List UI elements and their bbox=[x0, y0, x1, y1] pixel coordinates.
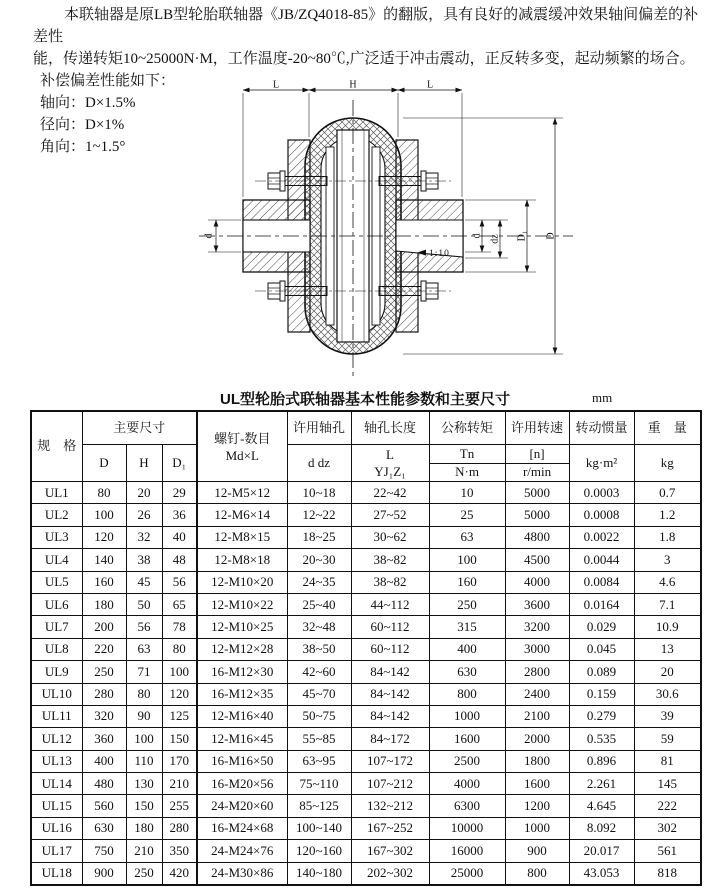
table-cell: UL4 bbox=[31, 549, 82, 571]
header-torque: 公称转矩 bbox=[429, 411, 505, 445]
table-row bbox=[31, 638, 701, 660]
table-cell: 0.029 bbox=[569, 616, 634, 638]
table-cell: 1600 bbox=[505, 773, 569, 795]
table-cell: 900 bbox=[82, 862, 126, 885]
table-cell: 420 bbox=[162, 862, 197, 885]
table-cell: 38~82 bbox=[351, 549, 429, 571]
table-cell: 63 bbox=[429, 526, 505, 548]
table-cell: 100 bbox=[429, 549, 505, 571]
table-cell: 250 bbox=[429, 593, 505, 615]
table-cell: 202~302 bbox=[351, 862, 429, 885]
table-cell: 3 bbox=[634, 549, 701, 571]
table-cell: 630 bbox=[429, 661, 505, 683]
table-cell: 16000 bbox=[429, 840, 505, 862]
table-cell: UL8 bbox=[31, 638, 82, 660]
table-cell: 22~42 bbox=[351, 482, 429, 504]
table-cell: 24~35 bbox=[287, 571, 351, 593]
table-cell: 38~82 bbox=[351, 571, 429, 593]
table-cell: UL9 bbox=[31, 661, 82, 683]
header-bore: 许用轴孔 bbox=[287, 411, 351, 445]
dim-label-D1: D₁ bbox=[516, 230, 528, 242]
header-col-D1: D₁ bbox=[162, 445, 197, 482]
table-cell: 20.017 bbox=[569, 840, 634, 862]
table-row bbox=[31, 571, 701, 593]
table-cell: 1.2 bbox=[634, 504, 701, 526]
table-cell: 1600 bbox=[429, 728, 505, 750]
table-cell: 24-M30×86 bbox=[197, 862, 287, 885]
table-cell: 26 bbox=[126, 504, 162, 526]
table-row bbox=[31, 817, 701, 839]
table-cell: 0.0044 bbox=[569, 549, 634, 571]
table-cell: 25~40 bbox=[287, 593, 351, 615]
table-cell: 315 bbox=[429, 616, 505, 638]
header-weight-unit: kg bbox=[634, 445, 701, 482]
table-row bbox=[31, 593, 701, 615]
table-row bbox=[31, 504, 701, 526]
table-cell: 0.159 bbox=[569, 683, 634, 705]
header-col-D: D bbox=[82, 445, 126, 482]
table-cell: 100 bbox=[82, 504, 126, 526]
table-cell: 81 bbox=[634, 750, 701, 772]
table-row bbox=[31, 661, 701, 683]
table-row bbox=[31, 616, 701, 638]
table-cell: 110 bbox=[126, 750, 162, 772]
table-cell: 3200 bbox=[505, 616, 569, 638]
table-cell: 29 bbox=[162, 482, 197, 504]
table-cell: 12-M6×14 bbox=[197, 504, 287, 526]
header-speed-unit: r/min bbox=[505, 464, 569, 482]
intro-radial-spec: 径向：D×1% bbox=[40, 117, 125, 133]
table-cell: 130 bbox=[126, 773, 162, 795]
table-cell: 800 bbox=[429, 683, 505, 705]
table-cell: 13 bbox=[634, 638, 701, 660]
table-cell: 2500 bbox=[429, 750, 505, 772]
table-cell: 200 bbox=[82, 616, 126, 638]
dim-label-L-left: L bbox=[272, 80, 280, 91]
table-cell: 16-M24×68 bbox=[197, 817, 287, 839]
table-body bbox=[31, 482, 701, 886]
table-cell: 4800 bbox=[505, 526, 569, 548]
table-cell: 400 bbox=[429, 638, 505, 660]
table-row bbox=[31, 526, 701, 548]
dim-label-H: H bbox=[349, 80, 357, 91]
table-cell: 1200 bbox=[505, 795, 569, 817]
table-cell: 818 bbox=[634, 862, 701, 885]
table-cell: 1000 bbox=[429, 705, 505, 727]
table-cell: 12-M10×22 bbox=[197, 593, 287, 615]
table-cell: 60~112 bbox=[351, 638, 429, 660]
table-cell: 170 bbox=[162, 750, 197, 772]
header-screws bbox=[197, 411, 287, 482]
table-cell: 4.6 bbox=[634, 571, 701, 593]
table-cell: 27~52 bbox=[351, 504, 429, 526]
header-torque-symbol: Tn bbox=[429, 445, 505, 464]
header-torque-unit: N·m bbox=[429, 464, 505, 482]
table-cell: 120~160 bbox=[287, 840, 351, 862]
table-cell: 60~112 bbox=[351, 616, 429, 638]
header-weight: 重 量 bbox=[634, 411, 701, 445]
table-cell: UL11 bbox=[31, 705, 82, 727]
table-cell: 400 bbox=[82, 750, 126, 772]
table-cell: 0.0022 bbox=[569, 526, 634, 548]
table-cell: UL3 bbox=[31, 526, 82, 548]
table-cell: 150 bbox=[162, 728, 197, 750]
header-screws-sub: Md×L bbox=[225, 447, 259, 463]
dim-label-d-left: d bbox=[203, 233, 215, 239]
table-cell: 0.0164 bbox=[569, 593, 634, 615]
table-cell: UL13 bbox=[31, 750, 82, 772]
table-cell: 100 bbox=[162, 661, 197, 683]
table-cell: 145 bbox=[634, 773, 701, 795]
table-cell: 43.053 bbox=[569, 862, 634, 885]
table-cell: 84~142 bbox=[351, 661, 429, 683]
table-cell: 132~212 bbox=[351, 795, 429, 817]
table-cell: 1000 bbox=[505, 817, 569, 839]
table-row bbox=[31, 750, 701, 772]
table-cell: 20~30 bbox=[287, 549, 351, 571]
table-cell: 10000 bbox=[429, 817, 505, 839]
table-cell: 84~172 bbox=[351, 728, 429, 750]
table-cell: 45 bbox=[126, 571, 162, 593]
table-cell: 8.092 bbox=[569, 817, 634, 839]
table-cell: 100~140 bbox=[287, 817, 351, 839]
table-cell: 4000 bbox=[429, 773, 505, 795]
header-inertia-unit: kg·m² bbox=[569, 445, 634, 482]
table-cell: 160 bbox=[429, 571, 505, 593]
table-cell: 2.261 bbox=[569, 773, 634, 795]
table-cell: 12-M10×25 bbox=[197, 616, 287, 638]
table-cell: UL17 bbox=[31, 840, 82, 862]
table-cell: 80 bbox=[126, 683, 162, 705]
table-cell: 210 bbox=[162, 773, 197, 795]
table-cell: UL7 bbox=[31, 616, 82, 638]
table-cell: 167~302 bbox=[351, 840, 429, 862]
table-cell: 90 bbox=[126, 705, 162, 727]
table-cell: UL6 bbox=[31, 593, 82, 615]
header-speed-symbol: [n] bbox=[505, 445, 569, 464]
table-cell: 24-M20×60 bbox=[197, 795, 287, 817]
table-cell: 220 bbox=[82, 638, 126, 660]
table-cell: 32 bbox=[126, 526, 162, 548]
table-cell: UL2 bbox=[31, 504, 82, 526]
intro-line-2: 能，传递转矩10~25000N·M，工作温度-20~80℃,广泛适于冲击震动，正反转多变，起动频繁的场合。 bbox=[33, 51, 695, 67]
table-title: UL型轮胎式联轴器基本性能参数和主要尺寸 bbox=[220, 391, 510, 408]
table-cell: 561 bbox=[634, 840, 701, 862]
table-cell: 48 bbox=[162, 549, 197, 571]
table-cell: 250 bbox=[82, 661, 126, 683]
table-row bbox=[31, 862, 701, 885]
table-cell: 4500 bbox=[505, 549, 569, 571]
table-cell: 5000 bbox=[505, 504, 569, 526]
table-cell: 55~85 bbox=[287, 728, 351, 750]
table-cell: 140 bbox=[82, 549, 126, 571]
table-cell: UL14 bbox=[31, 773, 82, 795]
table-cell: 16-M12×35 bbox=[197, 683, 287, 705]
table-unit-label: mm bbox=[592, 390, 613, 405]
table-cell: 84~142 bbox=[351, 683, 429, 705]
table-cell: 222 bbox=[634, 795, 701, 817]
table-cell: 84~142 bbox=[351, 705, 429, 727]
table-cell: 56 bbox=[126, 616, 162, 638]
intro-line-1: 本联轴器是原LB型轮胎联轴器《JB/ZQ4018-85》的翻版，具有良好的减震缓冲效果轴间偏差的补差性 bbox=[33, 7, 699, 45]
table-cell: 800 bbox=[505, 862, 569, 885]
table-cell: 1800 bbox=[505, 750, 569, 772]
table-cell: 7.1 bbox=[634, 593, 701, 615]
dim-label-d: d bbox=[471, 233, 483, 239]
coupling-parameters-table bbox=[30, 410, 702, 886]
table-cell: 44~112 bbox=[351, 593, 429, 615]
table-cell: 107~172 bbox=[351, 750, 429, 772]
table-cell: 16-M20×56 bbox=[197, 773, 287, 795]
table-cell: 10.9 bbox=[634, 616, 701, 638]
table-row bbox=[31, 773, 701, 795]
table-cell: 78 bbox=[162, 616, 197, 638]
table-cell: 38 bbox=[126, 549, 162, 571]
table-cell: 30~62 bbox=[351, 526, 429, 548]
table-cell: 10 bbox=[429, 482, 505, 504]
table-cell: 160 bbox=[82, 571, 126, 593]
table-cell: UL10 bbox=[31, 683, 82, 705]
table-cell: 2800 bbox=[505, 661, 569, 683]
table-cell: 210 bbox=[126, 840, 162, 862]
table-cell: 2400 bbox=[505, 683, 569, 705]
table-row bbox=[31, 795, 701, 817]
table-cell: 12-M16×45 bbox=[197, 728, 287, 750]
header-bore-length: 轴孔长度 bbox=[351, 411, 429, 445]
table-cell: 4.645 bbox=[569, 795, 634, 817]
table-cell: 63~95 bbox=[287, 750, 351, 772]
table-cell: 0.0084 bbox=[569, 571, 634, 593]
table-cell: 320 bbox=[82, 705, 126, 727]
table-cell: 2000 bbox=[505, 728, 569, 750]
taper-ratio-label: 1:10 bbox=[429, 249, 450, 259]
table-cell: 30.6 bbox=[634, 683, 701, 705]
table-cell: 12-M8×15 bbox=[197, 526, 287, 548]
header-bore-sub: d dz bbox=[287, 445, 351, 482]
table-cell: 0.279 bbox=[569, 705, 634, 727]
table-cell: 630 bbox=[82, 817, 126, 839]
table-cell: 25000 bbox=[429, 862, 505, 885]
table-cell: 16-M12×30 bbox=[197, 661, 287, 683]
table-cell: 150 bbox=[126, 795, 162, 817]
table-cell: 75~110 bbox=[287, 773, 351, 795]
table-cell: 0.0008 bbox=[569, 504, 634, 526]
table-cell: UL5 bbox=[31, 571, 82, 593]
header-col-H: H bbox=[126, 445, 162, 482]
header-main-dims: 主要尺寸 bbox=[82, 411, 197, 445]
table-cell: 59 bbox=[634, 728, 701, 750]
table-cell: 56 bbox=[162, 571, 197, 593]
table-cell: 24-M24×76 bbox=[197, 840, 287, 862]
table-cell: 180 bbox=[126, 817, 162, 839]
table-cell: 12-M5×12 bbox=[197, 482, 287, 504]
table-cell: 12-M16×40 bbox=[197, 705, 287, 727]
intro-line-3: 补偿偏差性能如下： bbox=[40, 73, 176, 89]
header-speed: 许用转速 bbox=[505, 411, 569, 445]
table-cell: 0.045 bbox=[569, 638, 634, 660]
table-cell: 280 bbox=[82, 683, 126, 705]
dim-label-D: D bbox=[545, 232, 557, 240]
table-cell: 302 bbox=[634, 817, 701, 839]
table-cell: 120 bbox=[162, 683, 197, 705]
table-cell: 65 bbox=[162, 593, 197, 615]
table-cell: 25 bbox=[429, 504, 505, 526]
table-row bbox=[31, 728, 701, 750]
table-cell: 0.896 bbox=[569, 750, 634, 772]
table-cell: 2100 bbox=[505, 705, 569, 727]
table-cell: 0.7 bbox=[634, 482, 701, 504]
table-cell: 180 bbox=[82, 593, 126, 615]
table-cell: 80 bbox=[82, 482, 126, 504]
table-cell: 18~25 bbox=[287, 526, 351, 548]
table-cell: 350 bbox=[162, 840, 197, 862]
table-cell: 560 bbox=[82, 795, 126, 817]
table-cell: UL1 bbox=[31, 482, 82, 504]
table-cell: 900 bbox=[505, 840, 569, 862]
table-cell: UL15 bbox=[31, 795, 82, 817]
table-cell: 16-M16×50 bbox=[197, 750, 287, 772]
table-cell: 85~125 bbox=[287, 795, 351, 817]
table-cell: 250 bbox=[126, 862, 162, 885]
table-cell: 0.0003 bbox=[569, 482, 634, 504]
table-cell: 6300 bbox=[429, 795, 505, 817]
coupling-cross-section-drawing bbox=[195, 80, 685, 392]
header-bore-length-sub bbox=[351, 445, 429, 482]
table-cell: 107~212 bbox=[351, 773, 429, 795]
table-cell: 36 bbox=[162, 504, 197, 526]
table-cell: 120 bbox=[82, 526, 126, 548]
table-cell: 125 bbox=[162, 705, 197, 727]
table-cell: 750 bbox=[82, 840, 126, 862]
table-cell: 12~22 bbox=[287, 504, 351, 526]
table-cell: 12-M8×18 bbox=[197, 549, 287, 571]
table-cell: 20 bbox=[126, 482, 162, 504]
table-cell: 3600 bbox=[505, 593, 569, 615]
table-row bbox=[31, 683, 701, 705]
table-cell: 45~70 bbox=[287, 683, 351, 705]
table-cell: 4000 bbox=[505, 571, 569, 593]
intro-axial-spec: 轴向：D×1.5% bbox=[40, 95, 136, 111]
table-cell: 140~180 bbox=[287, 862, 351, 885]
table-cell: 12-M12×28 bbox=[197, 638, 287, 660]
table-row bbox=[31, 482, 701, 504]
table-cell: UL18 bbox=[31, 862, 82, 885]
table-cell: 0.089 bbox=[569, 661, 634, 683]
table-cell: 42~60 bbox=[287, 661, 351, 683]
table-cell: 360 bbox=[82, 728, 126, 750]
table-cell: 12-M10×20 bbox=[197, 571, 287, 593]
table-cell: 20 bbox=[634, 661, 701, 683]
table-cell: 39 bbox=[634, 705, 701, 727]
table-cell: UL12 bbox=[31, 728, 82, 750]
table-cell: 38~50 bbox=[287, 638, 351, 660]
table-cell: 3000 bbox=[505, 638, 569, 660]
table-cell: 5000 bbox=[505, 482, 569, 504]
table-cell: 71 bbox=[126, 661, 162, 683]
table-cell: 100 bbox=[126, 728, 162, 750]
table-cell: 50~75 bbox=[287, 705, 351, 727]
table-cell: 0.535 bbox=[569, 728, 634, 750]
table-cell: 40 bbox=[162, 526, 197, 548]
table-cell: 280 bbox=[162, 817, 197, 839]
table-cell: UL16 bbox=[31, 817, 82, 839]
table-cell: 10~18 bbox=[287, 482, 351, 504]
table-row bbox=[31, 549, 701, 571]
header-bore-length-L: L bbox=[386, 447, 394, 462]
table-cell: 1.8 bbox=[634, 526, 701, 548]
header-screws-label: 螺钉-数目 bbox=[214, 430, 271, 446]
table-cell: 480 bbox=[82, 773, 126, 795]
header-spec: 规 格 bbox=[31, 411, 82, 482]
table-row bbox=[31, 705, 701, 727]
table-row bbox=[31, 840, 701, 862]
header-inertia: 转动惯量 bbox=[569, 411, 634, 445]
intro-angular-spec: 角向：1~1.5° bbox=[40, 139, 126, 155]
table-cell: 167~252 bbox=[351, 817, 429, 839]
table-cell: 32~48 bbox=[287, 616, 351, 638]
header-bore-length-types: YJ₁Z₁ bbox=[374, 464, 406, 479]
dim-label-dz: dz bbox=[489, 234, 501, 244]
table-cell: 50 bbox=[126, 593, 162, 615]
dim-label-L-right: L bbox=[426, 80, 434, 91]
table-cell: 80 bbox=[162, 638, 197, 660]
table-cell: 63 bbox=[126, 638, 162, 660]
table-cell: 255 bbox=[162, 795, 197, 817]
